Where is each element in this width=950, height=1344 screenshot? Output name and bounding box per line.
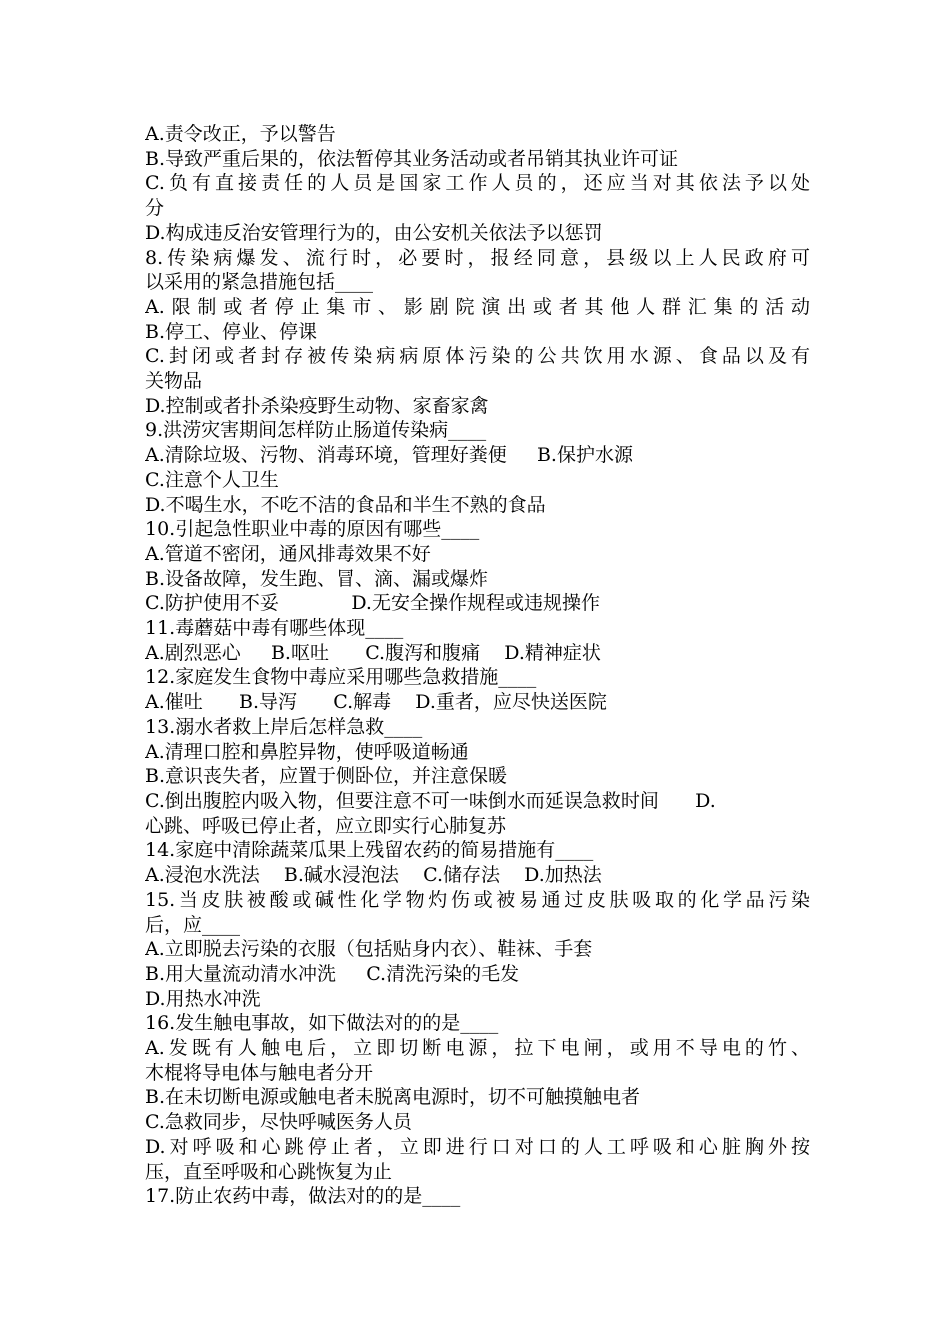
text-line: B.意识丧失者，应置于侧卧位，并注意保暖 [145,765,508,788]
text-line: A.清理口腔和鼻腔异物，使呼吸道畅通 [145,740,469,763]
text-line: C.防护使用不妥 D.无安全操作规程或违规操作 [145,592,600,615]
text-line: C.急救同步，尽快呼喊医务人员 [145,1111,412,1134]
text-line: A.清除垃圾、污物、消毒环境，管理好粪便 B.保护水源 [145,444,633,467]
text-line: D.控制或者扑杀染疫野生动物、家畜家禽 [145,394,489,417]
question-9-title: 9.洪涝灾害期间怎样防止肠道传染病____ [145,419,487,442]
text-line: 以采用的紧急措施包括____ [145,271,374,294]
text-line: A.剧烈恶心 B.呕吐 C.腹泻和腹痛 D.精神症状 [145,641,601,664]
question-17-title: 17.防止农药中毒，做法对的的是____ [145,1185,461,1208]
question-13-title: 13.溺水者救上岸后怎样急救____ [145,715,423,738]
text-line: B.在未切断电源或触电者未脱离电源时，切不可触摸触电者 [145,1086,641,1109]
text-line: A.催吐 B.导泻 C.解毒 D.重者，应尽快送医院 [145,691,607,714]
question-12-title: 12.家庭发生食物中毒应采用哪些急救措施____ [145,666,537,689]
text-line: B.用大量流动清水冲洗 C.清洗污染的毛发 [145,962,520,985]
text-line: C.倒出腹腔内吸入物，但要注意不可一味倒水而延误急救时间 D. [145,789,716,812]
text-line: C.负有直接责任的人员是国家工作人员的，还应当对其依法予以处 [145,172,810,195]
text-line: C.注意个人卫生 [145,468,279,491]
text-line: 关物品 [145,370,203,393]
text-line: B.设备故障，发生跑、冒、滴、漏或爆炸 [145,567,489,590]
document-body [145,122,810,1209]
text-line: D.用热水冲洗 [145,987,261,1010]
text-line: D.构成违反治安管理行为的，由公安机关依法予以惩罚 [145,221,603,244]
text-line: A.立即脱去污染的衣服（包括贴身内衣）、鞋袜、手套 [145,938,593,961]
question-15-title: 15.当皮肤被酸或碱性化学物灼伤或被易通过皮肤吸取的化学品污染 [145,888,810,911]
question-8-title: 8.传染病爆发、流行时，必要时，报经同意，县级以上人民政府可 [145,246,810,269]
text-line: 压，直至呼吸和心跳恢复为止 [145,1160,393,1183]
text-line: A.限制或者停止集市、影剧院演出或者其他人群汇集的活动 [145,295,810,318]
text-line: C.封闭或者封存被传染病病原体污染的公共饮用水源、食品以及有 [145,345,810,368]
text-line: 后，应____ [145,913,241,936]
text-line: D.对呼吸和心跳停止者，立即进行口对口的人工呼吸和心脏胸外按 [145,1135,810,1158]
question-16-title: 16.发生触电事故，如下做法对的的是____ [145,1012,499,1035]
text-line: A.浸泡水洗法 B.碱水浸泡法 C.储存法 D.加热法 [145,864,602,887]
text-line: 心跳、呼吸已停止者，应立即实行心肺复苏 [145,814,507,837]
question-14-title: 14.家庭中清除蔬菜瓜果上残留农药的简易措施有____ [145,839,594,862]
text-line: 分 [145,197,165,220]
text-line: 木棍将导电体与触电者分开 [145,1061,374,1084]
text-line: A.责令改正，予以警告 [145,123,336,145]
text-line: D.不喝生水，不吃不洁的食品和半生不熟的食品 [145,493,546,516]
question-11-title: 11.毒蘑菇中毒有哪些体现____ [145,617,404,640]
question-10-title: 10.引起急性职业中毒的原因有哪些____ [145,518,480,541]
text-line: A.发既有人触电后，立即切断电源，拉下电闸，或用不导电的竹、 [145,1037,810,1060]
text-line: A.管道不密闭，通风排毒效果不好 [145,542,431,565]
text-line: B.停工、停业、停课 [145,320,318,343]
text-line: B.导致严重后果的，依法暂停其业务活动或者吊销其执业许可证 [145,147,679,170]
